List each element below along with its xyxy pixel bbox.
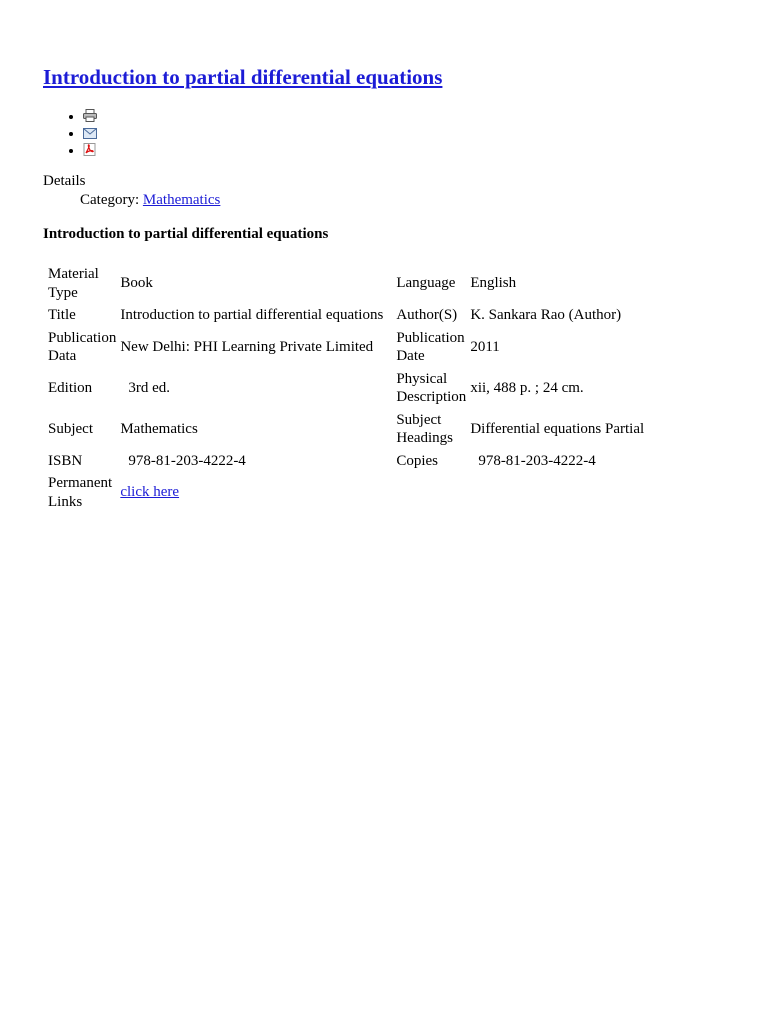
print-item (83, 108, 97, 125)
subject-value: Mathematics (120, 420, 198, 437)
material-type-label: Material Type (48, 266, 99, 301)
page-title-link[interactable]: Introduction to partial differential equations (43, 65, 443, 89)
publication-data-value: New Delhi: PHI Learning Private Limited (120, 338, 374, 355)
language-value: English (470, 275, 517, 292)
subject-headings-value: Differential equations Partial (470, 420, 645, 437)
table-row (47, 328, 679, 367)
category-link[interactable]: Mathematics (142, 192, 221, 208)
publication-data-label: Publication Data (48, 329, 117, 364)
edition-value: 3rd ed. (128, 379, 170, 396)
record-heading: Introduction to partial differential equations (43, 226, 329, 242)
authors-value: K. Sankara Rao (Author) (470, 307, 622, 323)
edition-label: Edition (48, 379, 93, 396)
email-item (83, 125, 97, 142)
email-icon[interactable] (83, 126, 97, 141)
pdf-icon[interactable] (83, 143, 96, 158)
copies-label: Copies (396, 452, 438, 469)
isbn-value: 978-81-203-4222-4 (128, 452, 246, 469)
subject-label: Subject (48, 420, 93, 437)
language-label: Language (396, 275, 456, 292)
print-icon[interactable] (83, 109, 97, 124)
material-type-value: Book (120, 275, 153, 292)
subject-headings-label: Subject Headings (396, 411, 453, 446)
page-title (43, 62, 442, 92)
article-details (43, 172, 220, 210)
table-row (47, 264, 679, 303)
table-row (47, 451, 679, 472)
permanent-links-cell (119, 473, 393, 512)
title-label: Title (48, 307, 76, 323)
physical-description-label: Physical Description (396, 370, 467, 405)
table-row (47, 369, 679, 408)
record-table (45, 262, 681, 514)
publication-date-value: 2011 (470, 338, 500, 355)
copies-value: 978-81-203-4222-4 (478, 452, 596, 469)
category-label: Category: (80, 192, 143, 208)
isbn-label: ISBN (48, 452, 83, 469)
article-tools (48, 108, 97, 159)
empty-cell (469, 473, 679, 512)
table-row (47, 410, 679, 449)
table-row (47, 305, 679, 326)
permanent-link[interactable]: click here (120, 484, 180, 501)
details-label: Details (43, 173, 86, 189)
category-line (43, 191, 220, 210)
table-row (47, 473, 679, 512)
publication-date-label: Publication Date (396, 329, 465, 364)
permanent-links-label: Permanent Links (48, 475, 113, 510)
authors-label: Author(S) (396, 307, 458, 323)
pdf-item (83, 142, 97, 159)
empty-cell (395, 473, 467, 512)
title-value: Introduction to partial differential equations (120, 307, 384, 323)
physical-description-value: xii, 488 p. ; 24 cm. (470, 379, 584, 396)
